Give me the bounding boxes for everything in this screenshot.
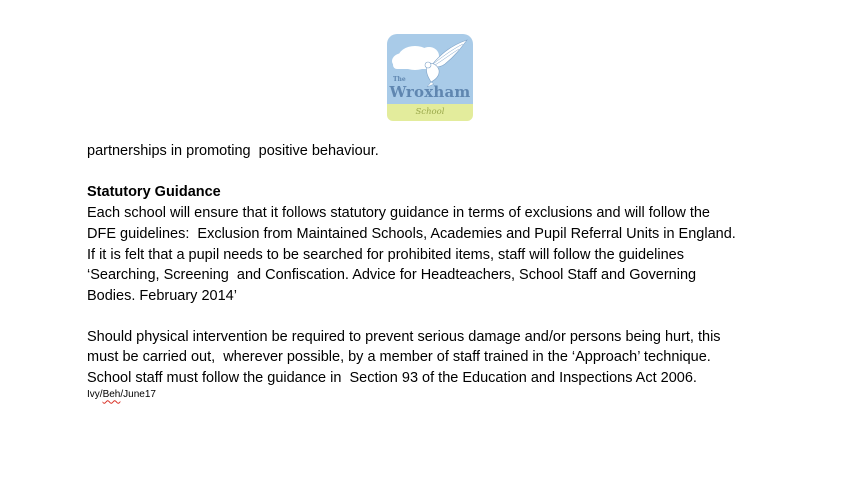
paragraph-statutory-guidance	[87, 203, 807, 307]
intro-line: partnerships in promoting positive behaviour.	[87, 143, 379, 159]
paragraph-line: School staff must follow the guidance in Section 93 of the Education and Inspections Act 2006.	[87, 369, 697, 386]
paragraph-physical-intervention	[87, 327, 807, 389]
paragraph-line: DFE guidelines: Exclusion from Maintained Schools, Academies and Pupil Referral Units in England.	[87, 225, 736, 242]
document-reference	[87, 388, 807, 401]
document-body	[87, 141, 807, 401]
logo-school-word: School	[415, 107, 445, 117]
logo-the-text: The	[393, 76, 406, 83]
paragraph-line: If it is felt that a pupil needs to be searched for prohibited items, staff will follow the guidelines	[87, 246, 684, 263]
paragraph-line: Bodies. February 2014’	[87, 288, 237, 305]
paragraph-line: must be carried out, wherever possible, by a member of staff trained in the ‘Approach’ technique.	[87, 349, 711, 366]
logo-sky-panel	[387, 34, 473, 104]
school-logo	[387, 34, 473, 121]
logo-school-name: Wroxham	[389, 83, 471, 101]
reference-misspelled-part: Beh	[102, 389, 121, 401]
paragraph-line: Should physical intervention be required to prevent serious damage and/or persons being hurt, this	[87, 328, 721, 345]
paragraph-line: Each school will ensure that it follows statutory guidance in terms of exclusions and will follow the	[87, 205, 710, 221]
section-heading: Statutory Guidance	[87, 184, 221, 200]
paragraph-line: ‘Searching, Screening and Confiscation. Advice for Headteachers, School Staff and Governing	[87, 267, 697, 284]
reference-part: /June17	[120, 389, 156, 401]
reference-part: Ivy/	[87, 389, 103, 401]
